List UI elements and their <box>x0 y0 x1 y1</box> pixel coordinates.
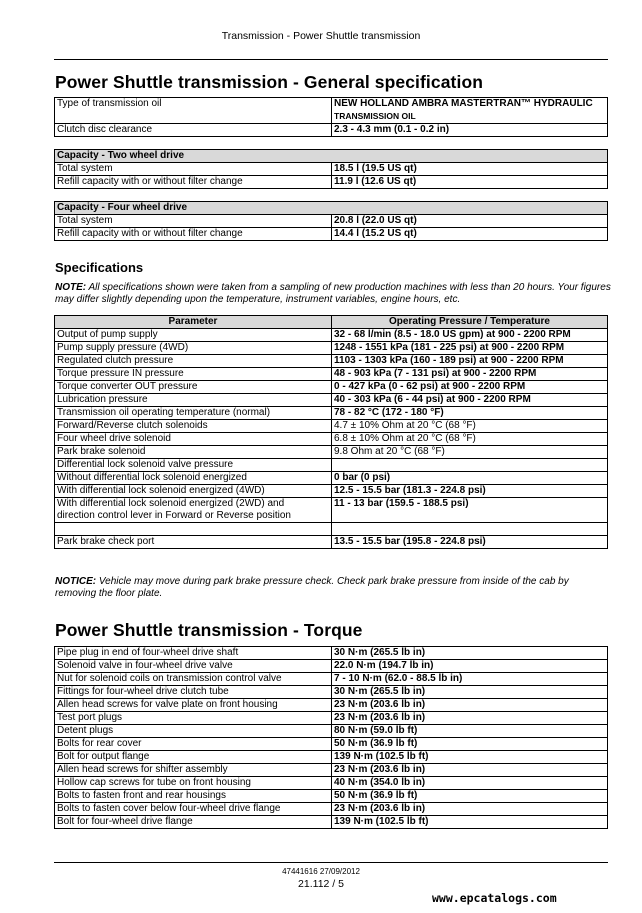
param-cell: Total system <box>55 215 332 228</box>
value-cell: 1103 - 1303 kPa (160 - 189 psi) at 900 - 2200 RPM <box>332 355 608 368</box>
table-row <box>55 738 608 751</box>
general-spec-table <box>54 97 608 137</box>
value-cell <box>332 523 608 536</box>
table-row <box>55 446 608 459</box>
param-cell: Hollow cap screws for tube on front housing <box>55 777 332 790</box>
table-row <box>55 215 608 228</box>
param-cell: Park brake solenoid <box>55 446 332 459</box>
park-brake-notice: NOTICE: Vehicle may move during park brake pressure check. Check park brake pressure from inside of the cab by removing the floor plate. <box>55 576 569 599</box>
param-cell: Refill capacity with or without filter change <box>55 228 332 241</box>
value-cell: 11.9 l (12.6 US qt) <box>332 176 608 189</box>
param-cell: Torque pressure IN pressure <box>55 368 332 381</box>
value-cell: 13.5 - 15.5 bar (195.8 - 224.8 psi) <box>332 536 608 549</box>
value-cell: 32 - 68 l/min (8.5 - 18.0 US gpm) at 900 - 2200 RPM <box>332 329 608 342</box>
param-cell: Forward/Reverse clutch solenoids <box>55 420 332 433</box>
value-cell: 23 N·m (203.6 lb in) <box>332 764 608 777</box>
document-number: 47441616 27/09/2012 <box>282 867 360 876</box>
value-cell: 40 - 303 kPa (6 - 44 psi) at 900 - 2200 RPM <box>332 394 608 407</box>
param-cell: Bolt for output flange <box>55 751 332 764</box>
param-cell: Allen head screws for valve plate on front housing <box>55 699 332 712</box>
param-cell: Solenoid valve in four-wheel drive valve <box>55 660 332 673</box>
param-cell: Four wheel drive solenoid <box>55 433 332 446</box>
table-row <box>55 764 608 777</box>
param-cell: Bolt for four-wheel drive flange <box>55 816 332 829</box>
table-row <box>55 368 608 381</box>
table-row <box>55 329 608 342</box>
header-rule <box>54 59 608 60</box>
param-cell: With differential lock solenoid energized (2WD) and direction control lever in Forward or Reverse position <box>55 498 332 523</box>
param-cell: Refill capacity with or without filter change <box>55 176 332 189</box>
param-cell: Type of transmission oil <box>55 98 332 124</box>
capacity-2wd-table <box>54 149 608 189</box>
section-heading: Capacity - Two wheel drive <box>55 150 608 163</box>
value-cell: 139 N·m (102.5 lb ft) <box>332 751 608 764</box>
table-row <box>55 407 608 420</box>
value-cell: 0 bar (0 psi) <box>332 472 608 485</box>
table-row <box>55 725 608 738</box>
param-cell: Total system <box>55 163 332 176</box>
table-row <box>55 498 608 523</box>
table-row <box>55 790 608 803</box>
torque-table <box>54 646 608 829</box>
value-cell: 23 N·m (203.6 lb in) <box>332 803 608 816</box>
footer-rule <box>54 862 608 863</box>
table-row <box>55 228 608 241</box>
value-cell <box>332 459 608 472</box>
table-row <box>55 485 608 498</box>
running-header: Transmission - Power Shuttle transmission <box>221 30 421 42</box>
value-cell: 11 - 13 bar (159.5 - 188.5 psi) <box>332 498 608 523</box>
table-row <box>55 381 608 394</box>
param-cell: Bolts to fasten front and rear housings <box>55 790 332 803</box>
value-cell: 80 N·m (59.0 lb ft) <box>332 725 608 738</box>
general-spec-title: Power Shuttle transmission - General specification <box>55 72 484 92</box>
value-cell: 7 - 10 N·m (62.0 - 88.5 lb in) <box>332 673 608 686</box>
value-cell: 139 N·m (102.5 lb ft) <box>332 816 608 829</box>
table-row <box>55 420 608 433</box>
table-row <box>55 673 608 686</box>
param-cell: Transmission oil operating temperature (normal) <box>55 407 332 420</box>
value-cell: 18.5 l (19.5 US qt) <box>332 163 608 176</box>
param-cell: Fittings for four-wheel drive clutch tube <box>55 686 332 699</box>
value-cell: NEW HOLLAND AMBRA MASTERTRAN™ HYDRAULIC TRANSMISSION OIL <box>332 98 608 124</box>
value-cell: 23 N·m (203.6 lb in) <box>332 712 608 725</box>
value-cell: 78 - 82 °C (172 - 180 °F) <box>332 407 608 420</box>
param-cell: With differential lock solenoid energized (4WD) <box>55 485 332 498</box>
torque-title: Power Shuttle transmission - Torque <box>55 620 363 640</box>
specifications-title: Specifications <box>55 260 144 275</box>
capacity-4wd-table <box>54 201 608 241</box>
param-cell: Regulated clutch pressure <box>55 355 332 368</box>
table-row <box>55 459 608 472</box>
table-row <box>55 433 608 446</box>
blank-row <box>55 523 608 536</box>
table-row <box>55 777 608 790</box>
param-cell: Clutch disc clearance <box>55 124 332 137</box>
param-cell: Park brake check port <box>55 536 332 549</box>
table-row <box>55 751 608 764</box>
value-cell: 14.4 l (15.2 US qt) <box>332 228 608 241</box>
value-cell: 4.7 ± 10% Ohm at 20 °C (68 °F) <box>332 420 608 433</box>
value-cell: 12.5 - 15.5 bar (181.3 - 224.8 psi) <box>332 485 608 498</box>
table-row <box>55 176 608 189</box>
param-cell: Torque converter OUT pressure <box>55 381 332 394</box>
value-cell: 50 N·m (36.9 lb ft) <box>332 790 608 803</box>
param-cell: Bolts for rear cover <box>55 738 332 751</box>
param-cell: Bolts to fasten cover below four-wheel drive flange <box>55 803 332 816</box>
table-row <box>55 647 608 660</box>
table-header-row <box>55 316 608 329</box>
param-cell: Without differential lock solenoid energized <box>55 472 332 485</box>
table-row <box>55 660 608 673</box>
table-row <box>55 816 608 829</box>
section-heading: Capacity - Four wheel drive <box>55 202 608 215</box>
table-row <box>55 355 608 368</box>
value-cell: 6.8 ± 10% Ohm at 20 °C (68 °F) <box>332 433 608 446</box>
watermark: www.epcatalogs.com <box>432 891 557 905</box>
value-cell: 20.8 l (22.0 US qt) <box>332 215 608 228</box>
column-header-value: Operating Pressure / Temperature <box>332 316 608 329</box>
param-cell: Allen head screws for shifter assembly <box>55 764 332 777</box>
value-cell: 22.0 N·m (194.7 lb in) <box>332 660 608 673</box>
table-row <box>55 394 608 407</box>
table-row <box>55 686 608 699</box>
value-cell: 0 - 427 kPa (0 - 62 psi) at 900 - 2200 RPM <box>332 381 608 394</box>
value-cell: 50 N·m (36.9 lb ft) <box>332 738 608 751</box>
section-heading-row <box>55 150 608 163</box>
table-row <box>55 163 608 176</box>
value-cell: 30 N·m (265.5 lb in) <box>332 686 608 699</box>
param-cell: Differential lock solenoid valve pressure <box>55 459 332 472</box>
param-cell: Lubrication pressure <box>55 394 332 407</box>
value-cell: 48 - 903 kPa (7 - 131 psi) at 900 - 2200 RPM <box>332 368 608 381</box>
param-cell: Output of pump supply <box>55 329 332 342</box>
value-cell: 23 N·m (203.6 lb in) <box>332 699 608 712</box>
table-row <box>55 124 608 137</box>
value-cell: 2.3 - 4.3 mm (0.1 - 0.2 in) <box>332 124 608 137</box>
param-cell: Nut for solenoid coils on transmission control valve <box>55 673 332 686</box>
value-cell: 40 N·m (354.0 lb in) <box>332 777 608 790</box>
table-row <box>55 98 608 124</box>
param-cell: Test port plugs <box>55 712 332 725</box>
specifications-note: NOTE: All specifications shown were taken from a sampling of new production machines with less than 20 hours. Your figures may differ slightly depending upon the temperature, instrument variables, engine hours, etc. <box>55 282 611 305</box>
table-row <box>55 699 608 712</box>
param-cell <box>55 523 332 536</box>
table-row <box>55 342 608 355</box>
table-row <box>55 712 608 725</box>
param-cell: Pump supply pressure (4WD) <box>55 342 332 355</box>
column-header-parameter: Parameter <box>55 316 332 329</box>
table-row <box>55 536 608 549</box>
table-row <box>55 803 608 816</box>
param-cell: Detent plugs <box>55 725 332 738</box>
section-heading-row <box>55 202 608 215</box>
value-cell: 9.8 Ohm at 20 °C (68 °F) <box>332 446 608 459</box>
value-cell: 30 N·m (265.5 lb in) <box>332 647 608 660</box>
param-cell: Pipe plug in end of four-wheel drive shaft <box>55 647 332 660</box>
table-row <box>55 472 608 485</box>
specifications-table <box>54 315 608 549</box>
page-number: 21.112 / 5 <box>298 878 344 890</box>
value-cell: 1248 - 1551 kPa (181 - 225 psi) at 900 - 2200 RPM <box>332 342 608 355</box>
